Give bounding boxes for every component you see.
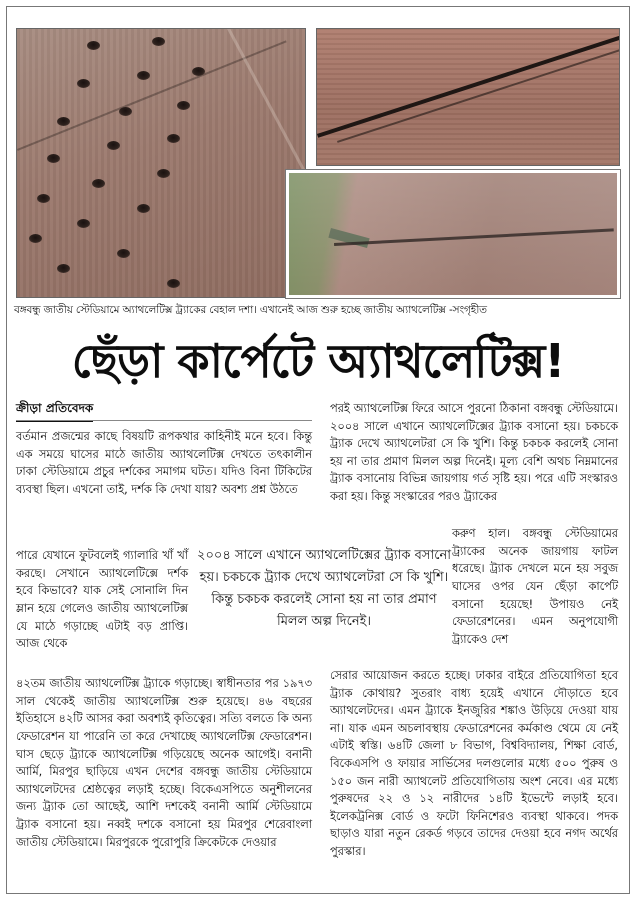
byline-rule [16, 420, 312, 421]
cracked-track-photo [316, 28, 620, 166]
column-b-bottom-text: সেরার আয়োজন করতে হচ্ছে। ঢাকার বাইরে প্রতিযোগিতা হবে ট্র্যাক কোথায়? সুতরাং বাধ্য হয়েই এখানে দৌড়াতে হবে অ্যাথলেটদের। এমন ট্র্যাকে ইনজুরির শঙ্কাও উড়িয়ে দেওয়া যায় না। যাক এমন অচলাবস্থায় ফেডারেশনের কর্মকাণ্ড থেমে যে নেই এটাই স্বস্তি। ৬৪টি জেলা ৮ বিভাগ, বিশ্ববিদ্যালয়, শিক্ষা বোর্ড, বিকেএসপি ও ফায়ার সার্ভিসের দলগুলোর মধ্যে ৫০০ পুরুষ ও ১৫০ জন নারী অ্যাথলেট প্রতিযোগিতায় অংশ নেবে। এর মধ্যে পুরুষদের ২২ ও ১২ নারীদের ১৪টি ইভেন্টে লড়াই হবে। ইলেকট্রনিক্স বোর্ড ও ফটো ফিনিশেরও ব্যবস্থা থাকবে। পদক ছাড়াও যারা নতুন রেকর্ড গড়বে তাদের দেওয়া হবে নগদ অর্থের পুরস্কার। [330, 669, 618, 858]
column-b-bottom [330, 667, 618, 861]
column-b-narrow-text: করুণ হাল। বঙ্গবন্ধু স্টেডিয়ামের ট্র্যাকের অনেক জায়গায় ফাটল ধরেছে। ট্র্যাক দেখলে মনে হয় সবুজ ঘাসের ওপর যেন ছেঁড়া কার্পেট বসানো হয়েছে! উপায়ও নেই ফেডারেশনের। এমন অনুপযোগী ট্র্যাকেও দেশ [452, 527, 618, 646]
photo-caption: বঙ্গবন্ধু জাতীয় স্টেডিয়ামে অ্যাথলেটিক্স ট্র্যাকের বেহাল দশা। এখানেই আজ শুরু হচ্ছে জাতীয় অ্যাথলেটিক্স -সংগৃহীত [14, 304, 487, 316]
column-a-top-text: বর্তমান প্রজন্মের কাছে বিষয়টি রূপকথার কাহিনীই মনে হবে। কিন্তু এক সময়ে ঘাসের মাঠে জাতীয় অ্যাথলেটিক্স দেখতে তৎকালীন ঢাকা স্টেডিয়ামে প্রচুর দর্শকের সমাগম ঘটত। যদিও বিনা টিকিটের ব্যবস্থা ছিল। এখনো তাই, দর্শক কি দেখা যায়? অবশ্য প্রশ্ন উঠতে [16, 430, 312, 496]
torn-carpet-photo [286, 170, 620, 298]
column-a-bottom [16, 664, 312, 863]
column-a-bottom-text: ৪২তম জাতীয় অ্যাথলেটিক্স ট্র্যাকে গড়াচ্ছে। স্বাধীনতার পর ১৯৭৩ সাল থেকেই জাতীয় অ্যাথলেটিক্স শুরু হয়েছে। ৪৬ বছরের ইতিহাসে ৪২টি আসর করা অবশ্যই কৃতিত্বের। সত্যি বলতে কি অন্য ফেডারেশন যা পারেনি তা করে দেখাচ্ছে অ্যাথলেটিক্স ফেডারেশন। ঘাস ছেড়ে ট্র্যাকে অ্যাথলেটিক্স গড়িয়েছে অনেক আগেই। বনানী আর্মি, মিরপুর ছাড়িয়ে এখন দেশের বঙ্গবন্ধু জাতীয় স্টেডিয়ামে অ্যাথলেটদের শ্রেষ্ঠত্বের লড়াই হচ্ছে। বিকেএসপিতে অনুশীলনের জন্য ট্র্যাক তো আছেই, আশি দশকেই বনানী আর্মি স্টেডিয়ামে ট্র্যাক বসানো হয়। নব্বই দশকে বসানো হয় মিরপুর শেরেবাংলা জাতীয় স্টেডিয়ামে। মিরপুরকে পুরোপুরি ক্রিকেটকে দেওয়ার [16, 677, 312, 849]
column-a-narrow [16, 536, 188, 664]
column-b-narrow [452, 514, 618, 660]
column-a-top [16, 428, 312, 498]
column-b-top-text: পরই অ্যাথলেটিক্স ফিরে আসে পুরনো ঠিকানা বঙ্গবন্ধু স্টেডিয়ামে। ২০০৪ সালে এখানে অ্যাথলেটিক্সের ট্র্যাক বসানো হয়। চকচকে ট্র্যাক দেখে অ্যাথলেটরা সে কি খুশি। কিন্তু চকচক করলেই সোনা হয় না তার প্রমাণ মিলল অল্প দিনেই। মূল্য বেশি অথচ নিম্নমানের ট্র্যাক বসানোয় বিভিন্ন জায়গায় গর্ত সৃষ্টি হয়। পরে এটি সংস্কারও করা হয়। কিন্তু সংস্কারের পরও ট্র্যাকের [330, 402, 618, 503]
column-a-narrow-text: পারে যেখানে ফুটবলেই গ্যালারি খাঁ খাঁ করছে। সেখানে অ্যাথলেটিক্সে দর্শক হবে কিভাবে? যাক সেই সোনালি দিন ম্লান হয়ে গেলেও জাতীয় অ্যাথলেটিক্স যে মাঠে গড়াচ্ছে এটাই বড় প্রাপ্তি। আজ থেকে [16, 549, 188, 651]
column-b-top [330, 400, 618, 506]
headline: ছেঁড়া কার্পেটে অ্যাথলেটিক্স! [71, 334, 565, 388]
track-holes-photo [16, 28, 306, 298]
pull-quote: ২০০৪ সালে এখানে অ্যাথলেটিক্সের ট্র্যাক বসানো হয়। চকচকে ট্র্যাক দেখে অ্যাথলেটরা সে কি খুশি। কিন্তু চকচক করলেই সোনা হয় না তার প্রমাণ মিলল অল্প দিনেই। [197, 548, 451, 629]
byline: ক্রীড়া প্রতিবেদক [16, 400, 93, 422]
